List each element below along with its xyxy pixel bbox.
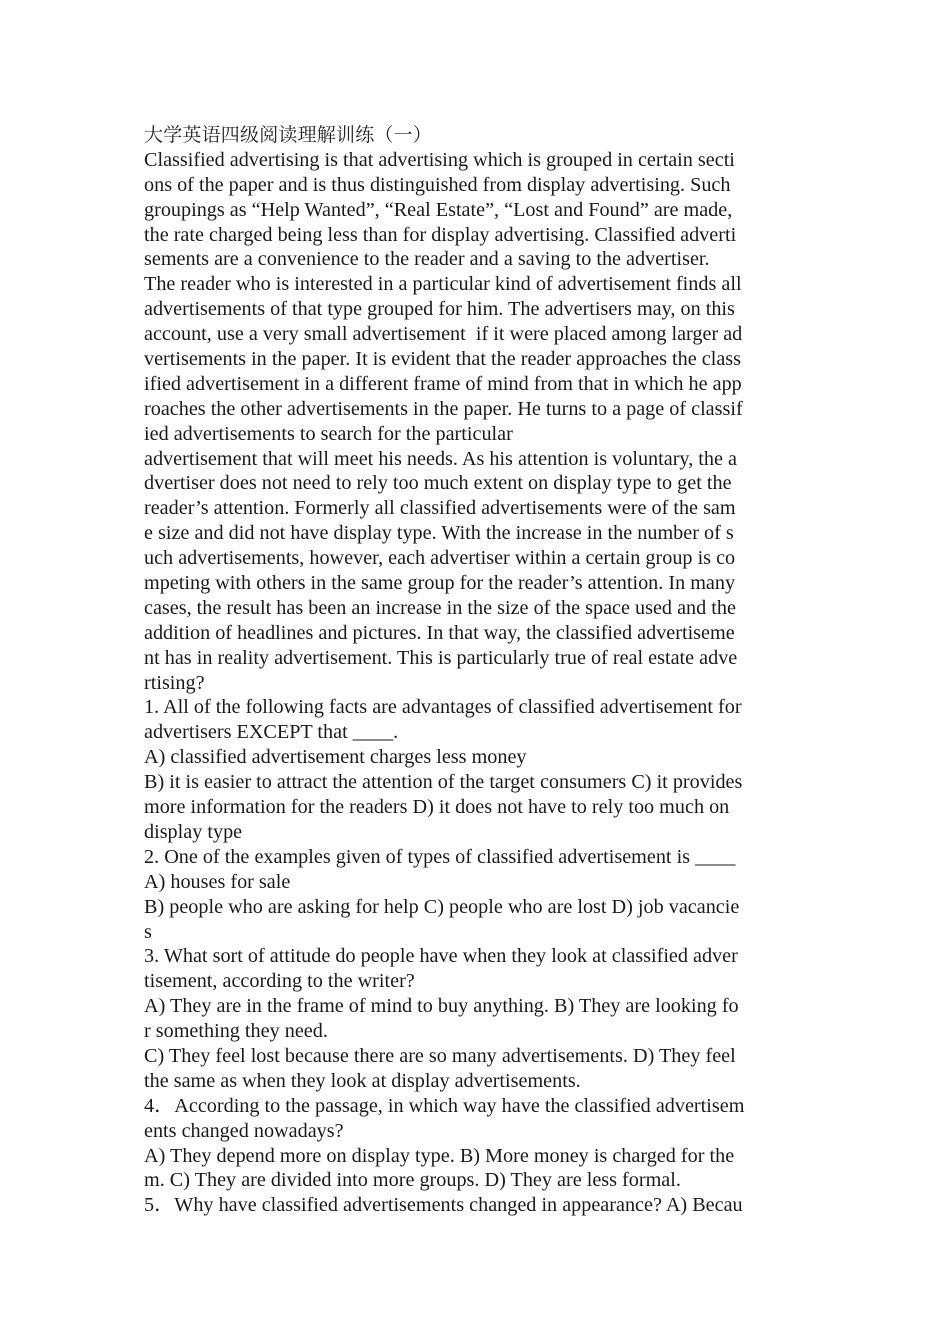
text-line: r something they need. (144, 1020, 328, 1043)
text-line: A) They depend more on display type. B) More money is charged for the (144, 1144, 735, 1167)
text-line: groupings as “Help Wanted”, “Real Estate”, “Lost and Found” are made, (144, 198, 733, 221)
text-line: rtising? (144, 671, 205, 694)
text-line: 4．According to the passage, in which way have the classified advertisem (144, 1094, 745, 1117)
text-line: mpeting with others in the same group for the reader’s attention. In many (144, 572, 736, 595)
text-line: the rate charged being less than for display advertising. Classified adverti (144, 223, 737, 246)
text-line: A) classified advertisement charges less money (144, 746, 527, 769)
text-line: The reader who is interested in a particular kind of advertisement finds all (144, 273, 742, 296)
text-line: C) They feel lost because there are so many advertisements. D) They feel (144, 1044, 736, 1067)
text-line: A) houses for sale (144, 870, 291, 893)
document-text (144, 148, 814, 1218)
text-line: m. C) They are divided into more groups. D) They are less formal. (144, 1169, 681, 1192)
text-line: advertisements of that type grouped for him. The advertisers may, on this (144, 298, 735, 321)
text-line: e size and did not have display type. With the increase in the number of s (144, 522, 734, 545)
document-title: 大学英语四级阅读理解训练（一） (144, 124, 433, 146)
text-line: tisement, according to the writer? (144, 970, 415, 993)
text-line: ied advertisements to search for the particular (144, 422, 513, 445)
text-line: addition of headlines and pictures. In that way, the classified advertiseme (144, 621, 735, 644)
text-line: ified advertisement in a different frame of mind from that in which he app (144, 372, 742, 395)
text-line: 3. What sort of attitude do people have when they look at classified adver (144, 945, 738, 968)
text-line: account, use a very small advertisement if it were placed among larger ad (144, 323, 743, 346)
text-line: Classified advertising is that advertising which is grouped in certain secti (144, 148, 735, 171)
text-line: sements are a convenience to the reader and a saving to the advertiser. (144, 248, 710, 271)
text-line: s (144, 920, 152, 943)
text-line: advertisers EXCEPT that ____. (144, 721, 399, 744)
text-line: ons of the paper and is thus distinguished from display advertising. Such (144, 173, 731, 196)
text-line: vertisements in the paper. It is evident that the reader approaches the class (144, 348, 741, 371)
text-line: advertisement that will meet his needs. As his attention is voluntary, the a (144, 447, 737, 470)
text-line: 5．Why have classified advertisements changed in appearance? A) Becau (144, 1194, 743, 1217)
text-line: reader’s attention. Formerly all classified advertisements were of the sam (144, 497, 736, 520)
text-line: uch advertisements, however, each advertiser within a certain group is co (144, 547, 736, 570)
text-line: nt has in reality advertisement. This is particularly true of real estate adve (144, 646, 738, 669)
text-line: cases, the result has been an increase in the size of the space used and the (144, 596, 736, 619)
text-line: dvertiser does not need to rely too much extent on display type to get the (144, 472, 732, 495)
text-line: B) people who are asking for help C) people who are lost D) job vacancie (144, 895, 740, 918)
text-line: more information for the readers D) it does not have to rely too much on (144, 796, 730, 819)
text-line: the same as when they look at display advertisements. (144, 1069, 581, 1092)
text-line: A) They are in the frame of mind to buy anything. B) They are looking fo (144, 995, 739, 1018)
text-line: ents changed nowadays? (144, 1119, 344, 1142)
text-line: 2. One of the examples given of types of classified advertisement is ____ (144, 845, 736, 868)
text-line: 1. All of the following facts are advantages of classified advertisement for (144, 696, 742, 719)
document-body (144, 123, 814, 1218)
text-line: display type (144, 820, 243, 843)
text-line: B) it is easier to attract the attention of the target consumers C) it provides (144, 771, 743, 794)
text-line: roaches the other advertisements in the paper. He turns to a page of classif (144, 397, 743, 420)
